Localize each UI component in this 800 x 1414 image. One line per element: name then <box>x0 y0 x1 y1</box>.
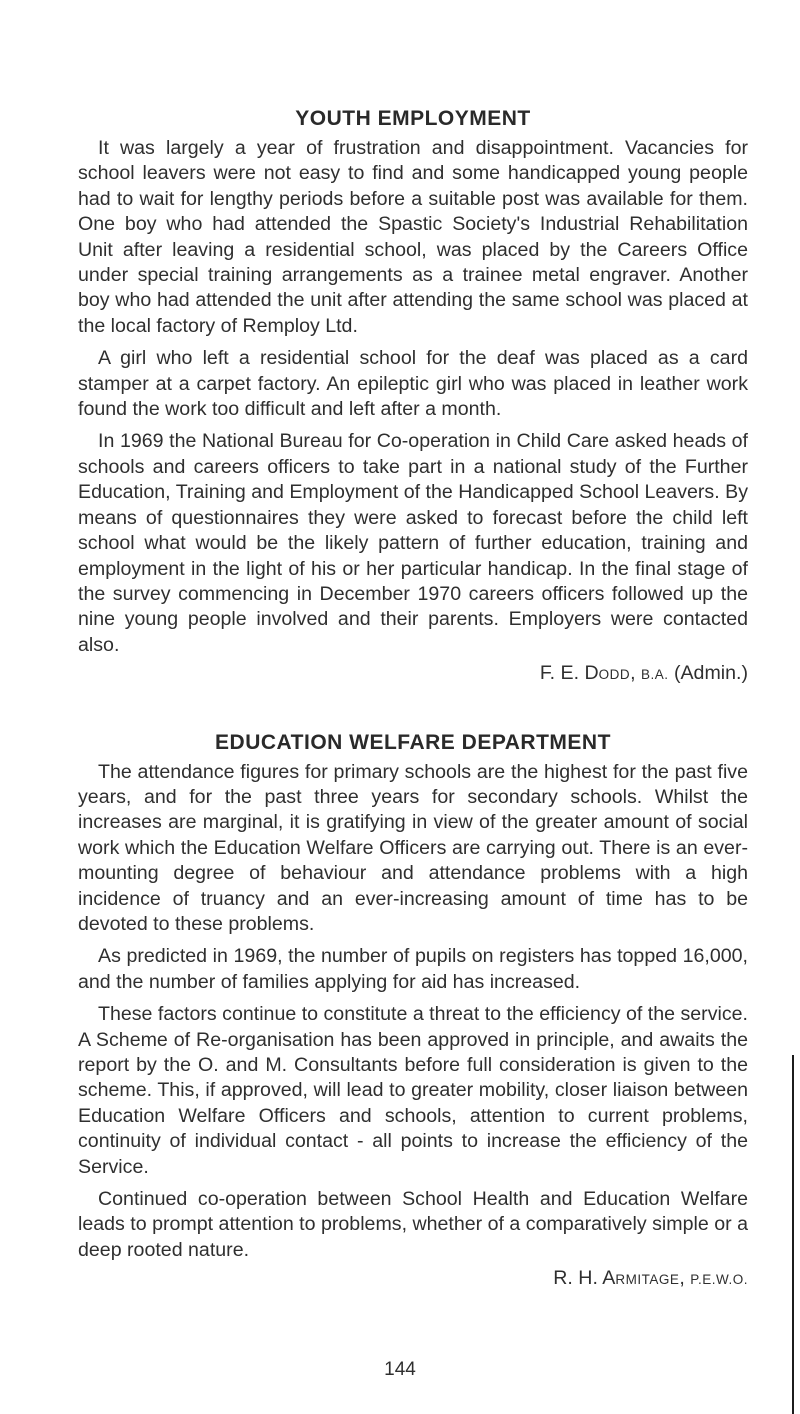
section-heading-education-welfare: EDUCATION WELFARE DEPARTMENT <box>215 730 611 754</box>
page-number: 144 <box>384 1359 416 1380</box>
page-edge-divider <box>792 1055 794 1414</box>
paragraph: A girl who left a residential school for the deaf was placed as a card stamper at a carpet factory. An epileptic girl who was placed in leather work found the work too difficult and left after a month. <box>78 347 748 421</box>
paragraph: These factors continue to constitute a threat to the efficiency of the service. A Scheme of Re-organisation has been approved in principle, and awaits the report by the O. and M. Consultants before full consideration is given to the scheme. This, if approved, will lead to greater mobility, closer liaison between Education Welfare Officers and schools, attention to current problems, continuity of individual contact - all points to increase the efficiency of the Service. <box>78 1003 748 1178</box>
signature-dodd <box>78 661 748 687</box>
signature-separator: , <box>679 1267 691 1290</box>
signature-name-rest: RMITAGE <box>615 1272 680 1288</box>
signature-armitage <box>78 1266 748 1292</box>
paragraph: It was largely a year of frustration and disappointment. Vacancies for school leavers were not easy to find and some handicapped young people had to wait for lengthy periods before a suitable post was available for them. One boy who had attended the Spastic Society's Industrial Rehabilitation Unit after leaving a residential school, was placed by the Careers Office under special training arrangements as a trainee metal engraver. Another boy who had attended the unit after attending the same school was placed at the local factory of Remploy Ltd. <box>78 137 748 337</box>
signature-qualification: B.A. <box>641 667 669 683</box>
signature-name-initial: F. E. D <box>539 662 599 685</box>
signature-separator: , <box>630 662 641 685</box>
section-heading-youth-employment: YOUTH EMPLOYMENT <box>295 107 531 130</box>
document-page <box>78 0 748 1293</box>
signature-name-initial: R. H. A <box>553 1267 616 1290</box>
signature-role: (Admin.) <box>668 662 748 685</box>
signature-name-rest: ODD <box>598 667 631 683</box>
paragraph: As predicted in 1969, the number of pupils on registers has topped 16,000, and the number of families applying for aid has increased. <box>78 945 748 993</box>
signature-qualification: P.E.W.O. <box>690 1272 748 1288</box>
paragraph: The attendance figures for primary schools are the highest for the past five years, and for the past three years for secondary schools. Whilst the increases are marginal, it is gratifying in view of the greater amount of social work which the Education Welfare Officers are carrying out. There is an ever-mounting degree of behaviour and attendance problems with a high incidence of truancy and an ever-increasing amount of time has to be devoted to these problems. <box>78 760 748 935</box>
paragraph: Continued co-operation between School Health and Education Welfare leads to prompt attention to problems, whether of a comparatively simple or a deep rooted nature. <box>78 1188 748 1261</box>
paragraph: In 1969 the National Bureau for Co-operation in Child Care asked heads of schools and careers officers to take part in a national study of the Further Education, Training and Employment of the Handicapped School Leavers. By means of questionnaires they were asked to forecast before the child left school what would be the likely pattern of further education, training and employment in the light of his or her particular handicap. In the final stage of the survey commencing in December 1970 careers officers followed up the nine young people involved and their parents. Employers were contacted also. <box>78 430 748 656</box>
